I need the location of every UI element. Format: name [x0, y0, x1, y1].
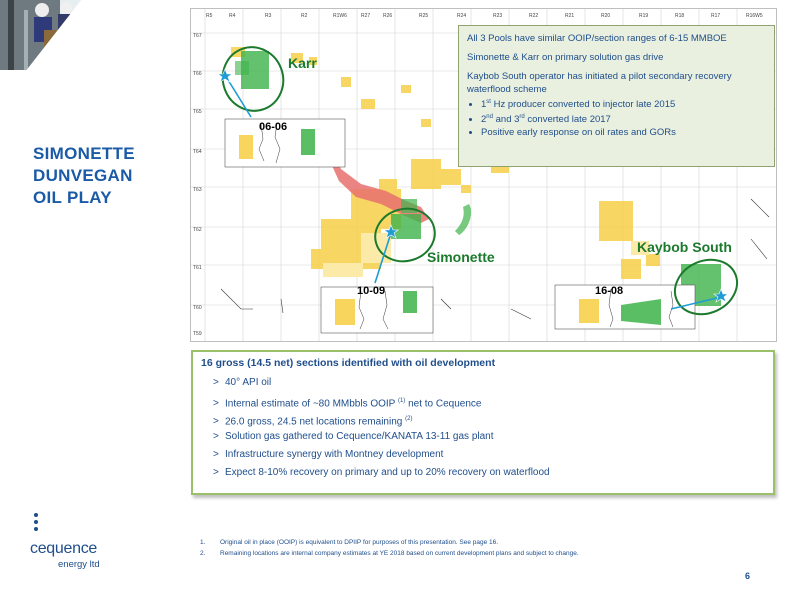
arrow-bullet-icon: > [213, 449, 219, 460]
township-label: T61 [193, 265, 202, 271]
pool-label-kaybob-south: Kaybob South [637, 239, 732, 255]
range-label: R5 [206, 13, 213, 19]
township-label: T63 [193, 187, 202, 193]
arrow-bullet-icon: > [213, 416, 219, 428]
township-label: T67 [193, 33, 202, 39]
summary-list [213, 374, 550, 482]
title-line-1: SIMONETTE [33, 144, 135, 163]
left-panel [0, 0, 190, 600]
range-label: R21 [565, 13, 575, 19]
township-label: T64 [193, 149, 202, 155]
township-label: T66 [193, 71, 202, 77]
pool-label-karr: Karr [288, 55, 317, 71]
logo-subtitle: energy ltd [58, 559, 100, 570]
summary-item: > Internal estimate of ~80 MMbbls OOIP $^{(1)}$ net to Cequence [213, 392, 550, 410]
summary-heading: 16 gross (14.5 net) sections identified with oil development [201, 357, 496, 369]
range-label: R25 [419, 13, 429, 19]
footnote: 1. Original oil in place (OOIP) is equivalent to DPIIP for purposes of this presentation. See page 16. [200, 539, 499, 546]
logo-name: cequence [30, 540, 97, 557]
footnotes [200, 537, 760, 559]
map-callout [458, 25, 775, 167]
range-label: R18 [675, 13, 685, 19]
callout-line-1: All 3 Pools have similar OOIP/section ranges of 6-15 MMBOE [467, 33, 727, 44]
township-label: T65 [193, 109, 202, 115]
callout-line-2: Simonette & Karr on primary solution gas drive [467, 52, 664, 63]
header-photo [0, 0, 190, 70]
township-label: T62 [193, 227, 202, 233]
pool-label-simonette: Simonette [427, 249, 495, 265]
well-label-karr: 06-06 [259, 121, 288, 133]
summary-item: > 40° API oil [213, 374, 550, 392]
range-label: R16W5 [746, 13, 763, 19]
callout-bullet: • 2nd and 3rd converted late 2017 [481, 111, 766, 126]
callout-line-3: Kaybob South operator has initiated a pilot secondary recovery waterflood scheme [467, 71, 732, 95]
summary-item: > Infrastructure synergy with Montney development [213, 446, 550, 464]
callout-bullet: • Positive early response on oil rates and GORs [481, 126, 766, 139]
summary-box [191, 350, 775, 495]
range-label: R19 [639, 13, 649, 19]
logo-dots-icon [30, 513, 38, 531]
township-label: T59 [193, 331, 202, 337]
page-number: 6 [745, 571, 751, 581]
company-logo [30, 513, 100, 570]
footnote: 2. Remaining locations are internal company estimates at YE 2018 based on current development plans and subject to change. [200, 550, 579, 557]
township-label: T60 [193, 305, 202, 311]
range-label: R24 [457, 13, 467, 19]
title-line-2: DUNVEGAN [33, 166, 133, 185]
range-label: R17 [711, 13, 721, 19]
range-label: R27 [361, 13, 371, 19]
range-label: R3 [265, 13, 272, 19]
well-label-kaybob: 16-08 [595, 285, 624, 297]
slide-title [33, 143, 183, 209]
summary-item: > 26.0 gross, 24.5 net locations remaining $^{(2)}$ [213, 410, 550, 428]
title-line-3: OIL PLAY [33, 188, 112, 207]
summary-item: > Solution gas gathered to Cequence/KANATA 13-11 gas plant [213, 428, 550, 446]
summary-item: > Expect 8-10% recovery on primary and up to 20% recovery on waterflood [213, 464, 550, 482]
range-label: R2 [301, 13, 308, 19]
arrow-bullet-icon: > [213, 398, 219, 410]
range-label: R4 [229, 13, 236, 19]
well-label-simonette: 10-09 [357, 285, 386, 297]
range-label: R22 [529, 13, 539, 19]
range-label: R20 [601, 13, 611, 19]
range-label: R1W6 [333, 13, 347, 19]
callout-bullet: • 1st Hz producer converted to injector late 2015 [481, 96, 766, 111]
arrow-bullet-icon: > [213, 467, 219, 478]
arrow-bullet-icon: > [213, 377, 219, 388]
range-label: R23 [493, 13, 503, 19]
range-label: R26 [383, 13, 393, 19]
callout-bullets [467, 96, 766, 139]
arrow-bullet-icon: > [213, 431, 219, 442]
